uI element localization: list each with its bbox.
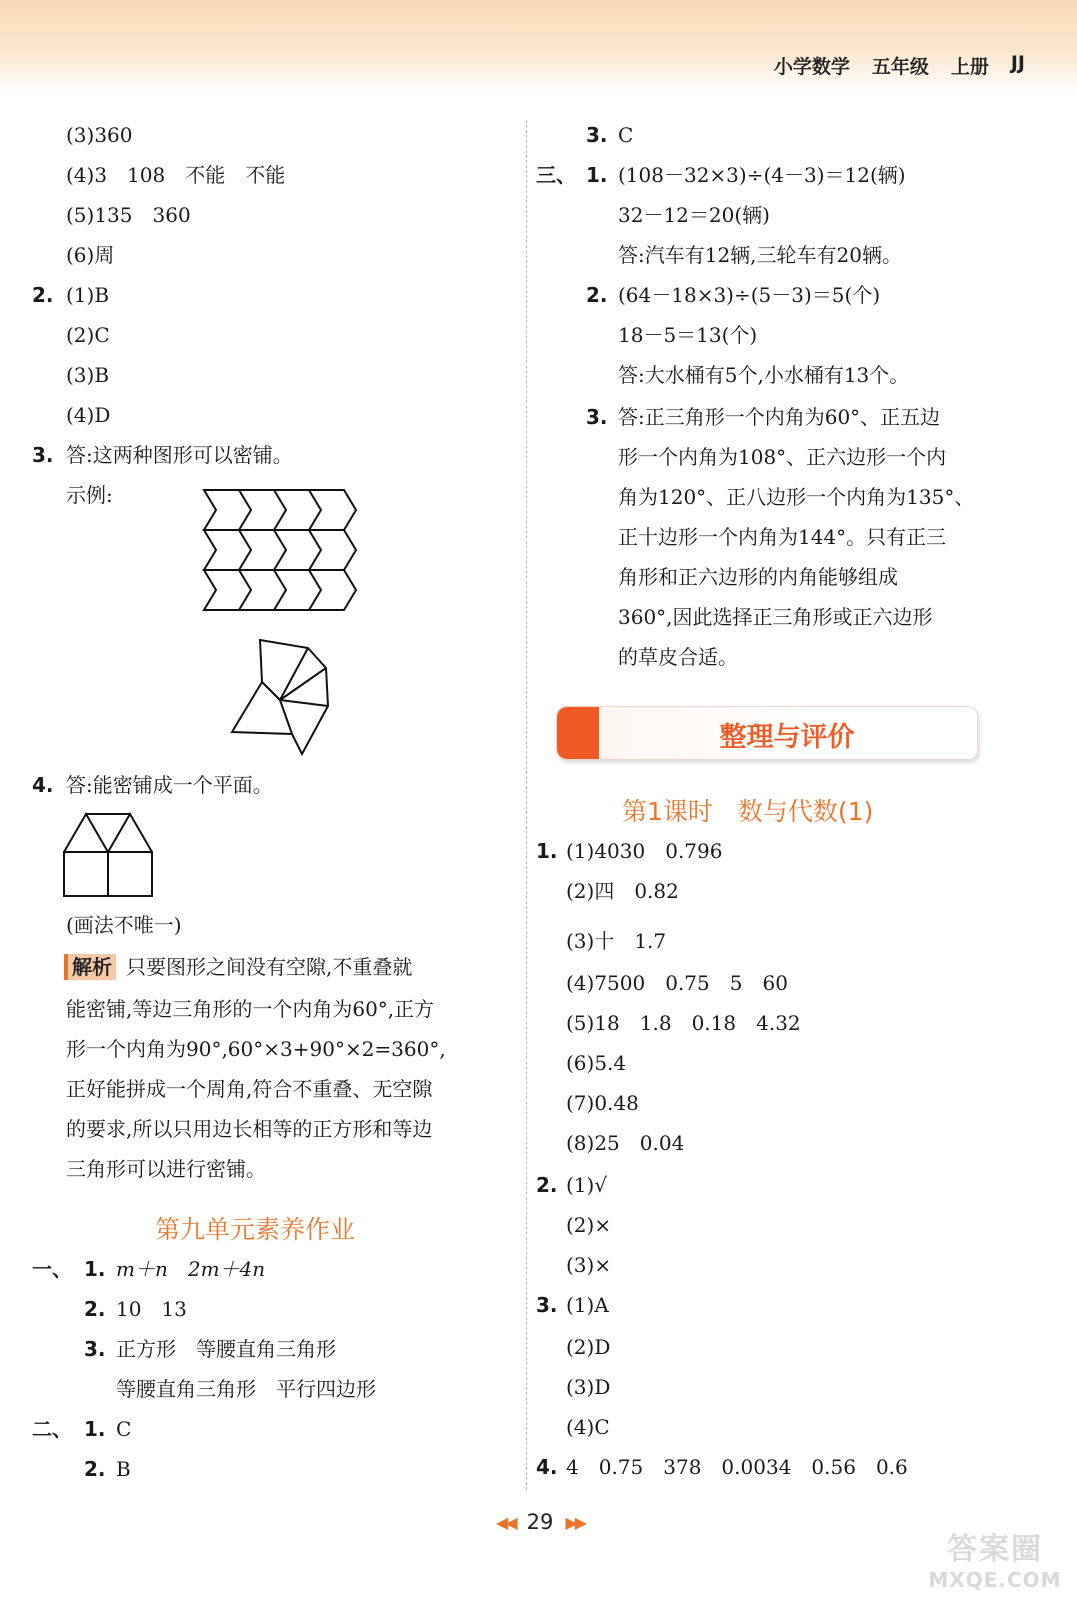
- analysis-badge: 解析: [64, 954, 116, 980]
- answer-line: 3. 答:这两种图形可以密铺。: [32, 443, 293, 467]
- answer-line: (6)5.4: [566, 1051, 627, 1075]
- question-number: 1.: [84, 1417, 106, 1441]
- answer-line: (4)C: [566, 1415, 610, 1439]
- answer-line: 等腰直角三角形 平行四边形: [116, 1377, 376, 1401]
- answer-line: (2)四 0.82: [566, 879, 679, 903]
- answer-line: 2. (1)B: [32, 283, 110, 307]
- answer-line: (3)十 1.7: [566, 929, 667, 953]
- banner-title: 整理与评价: [719, 722, 855, 753]
- answer-line: (4)7500 0.75 5 60: [566, 971, 788, 995]
- answer-line: (4)D: [66, 403, 111, 427]
- answer-line: (5)18 1.8 0.18 4.32: [566, 1011, 801, 1035]
- analysis-line: 三角形可以进行密铺。: [66, 1157, 266, 1181]
- subject-label: 小学数学: [773, 56, 850, 78]
- answer-line: 2. (1)√: [536, 1173, 608, 1197]
- answer-line: (2)C: [66, 323, 110, 347]
- answer-line: 答:汽车有12辆,三轮车有20辆。: [618, 243, 902, 267]
- edition-label: JJ: [1010, 52, 1025, 74]
- answer-line: (画法不唯一): [66, 913, 182, 937]
- answer-line: 3. C: [586, 123, 634, 147]
- answer-line: 1. (1)4030 0.796: [536, 839, 723, 863]
- section-number: 二、: [32, 1417, 72, 1441]
- answer-line: 角为120°、正八边形一个内角为135°、: [618, 485, 975, 509]
- answer-line: (2)D: [566, 1335, 611, 1359]
- question-number: 1.: [536, 839, 558, 863]
- unit-section-title: 第九单元素养作业: [155, 1215, 356, 1244]
- question-number: 2.: [84, 1457, 106, 1481]
- book-meta: [774, 52, 1025, 79]
- question-number: 3.: [536, 1293, 558, 1317]
- answer-line: 一、 1. m＋n 2m＋4n: [32, 1257, 266, 1281]
- square-triangle-tiling-figure: [62, 810, 156, 900]
- analysis-line: 正好能拼成一个周角,符合不重叠、无空隙: [66, 1077, 433, 1101]
- question-number: 3.: [586, 405, 608, 429]
- question-number: 2.: [84, 1297, 106, 1321]
- answer-line: 2. B: [84, 1457, 131, 1481]
- question-number: 1.: [586, 163, 608, 187]
- answer-line: 18－5＝13(个): [618, 323, 758, 347]
- answer-line: 2. 10 13: [84, 1297, 187, 1321]
- chevron-tiling-figure: [200, 486, 360, 622]
- analysis-line: 能密铺,等边三角形的一个内角为60°,正方: [66, 997, 435, 1021]
- section-banner: [556, 706, 978, 760]
- answer-line: 答:大水桶有5个,小水桶有13个。: [618, 363, 910, 387]
- answer-line: 示例:: [66, 483, 113, 507]
- question-number: 2.: [586, 283, 608, 307]
- double-left-arrow-icon[interactable]: ◀◀: [496, 1512, 515, 1532]
- volume-label: 上册: [950, 56, 989, 78]
- answer-line: 角形和正六边形的内角能够组成: [618, 565, 898, 589]
- watermark-bottom-text: MXQE.COM: [928, 1568, 1062, 1592]
- question-number: 3.: [84, 1337, 106, 1361]
- answer-line: 的草皮合适。: [618, 645, 738, 669]
- answer-line: 二、 1. C: [32, 1417, 132, 1441]
- analysis-line: 形一个内角为90°,60°×3+90°×2=360°,: [66, 1037, 446, 1061]
- answer-line: 形一个内角为108°、正六边形一个内: [618, 445, 947, 469]
- page-number: 29: [526, 1510, 554, 1534]
- question-number: 4.: [536, 1455, 558, 1479]
- answer-line: (5)135 360: [66, 203, 191, 227]
- answer-line: 4. 4 0.75 378 0.0034 0.56 0.6: [536, 1455, 908, 1479]
- answer-line: (3)D: [566, 1375, 611, 1399]
- analysis-line: 的要求,所以只用边长相等的正方形和等边: [66, 1117, 433, 1141]
- answer-line: (2)×: [566, 1213, 612, 1237]
- watermark-top-text: 答案圈: [947, 1532, 1043, 1567]
- pentagon-tiling-figure: [228, 634, 332, 760]
- column-divider: [526, 120, 527, 1490]
- answer-line: (8)25 0.04: [566, 1131, 685, 1155]
- answer-line: 3. 答:正三角形一个内角为60°、正五边: [586, 405, 941, 429]
- question-number: 4.: [32, 773, 54, 797]
- answer-line: 3. (1)A: [536, 1293, 609, 1317]
- question-number: 2.: [536, 1173, 558, 1197]
- answer-line: (4)3 108 不能 不能: [66, 163, 286, 187]
- double-right-arrow-icon[interactable]: ▶▶: [565, 1512, 584, 1532]
- watermark-logo: [925, 1524, 1065, 1594]
- answer-line: (7)0.48: [566, 1091, 639, 1115]
- grade-label: 五年级: [871, 56, 929, 78]
- answer-line: 3. 正方形 等腰直角三角形: [84, 1337, 336, 1361]
- page-footer: [450, 1510, 630, 1534]
- answer-line: (6)周: [66, 243, 115, 267]
- section-number: 一、: [32, 1257, 72, 1281]
- answer-line: (3)360: [66, 123, 133, 147]
- answer-line: 360°,因此选择正三角形或正六边形: [618, 605, 933, 629]
- answer-line: 正十边形一个内角为144°。只有正三: [618, 525, 947, 549]
- question-number: 3.: [32, 443, 54, 467]
- lesson-title: 第1课时 数与代数(1): [622, 797, 874, 826]
- analysis-line: 解析 只要图形之间没有空隙,不重叠就: [64, 954, 412, 980]
- answer-line: 三、 1. (108－32×3)÷(4－3)＝12(辆): [536, 163, 906, 187]
- question-number: 3.: [586, 123, 608, 147]
- question-number: 1.: [84, 1257, 106, 1281]
- question-number: 2.: [32, 283, 54, 307]
- answer-line: (3)×: [566, 1253, 612, 1277]
- answer-line: 32－12＝20(辆): [618, 203, 770, 227]
- answer-line: (3)B: [66, 363, 110, 387]
- section-number: 三、: [536, 163, 576, 187]
- answer-line: 2. (64－18×3)÷(5－3)＝5(个): [586, 283, 881, 307]
- answer-line: 4. 答:能密铺成一个平面。: [32, 773, 273, 797]
